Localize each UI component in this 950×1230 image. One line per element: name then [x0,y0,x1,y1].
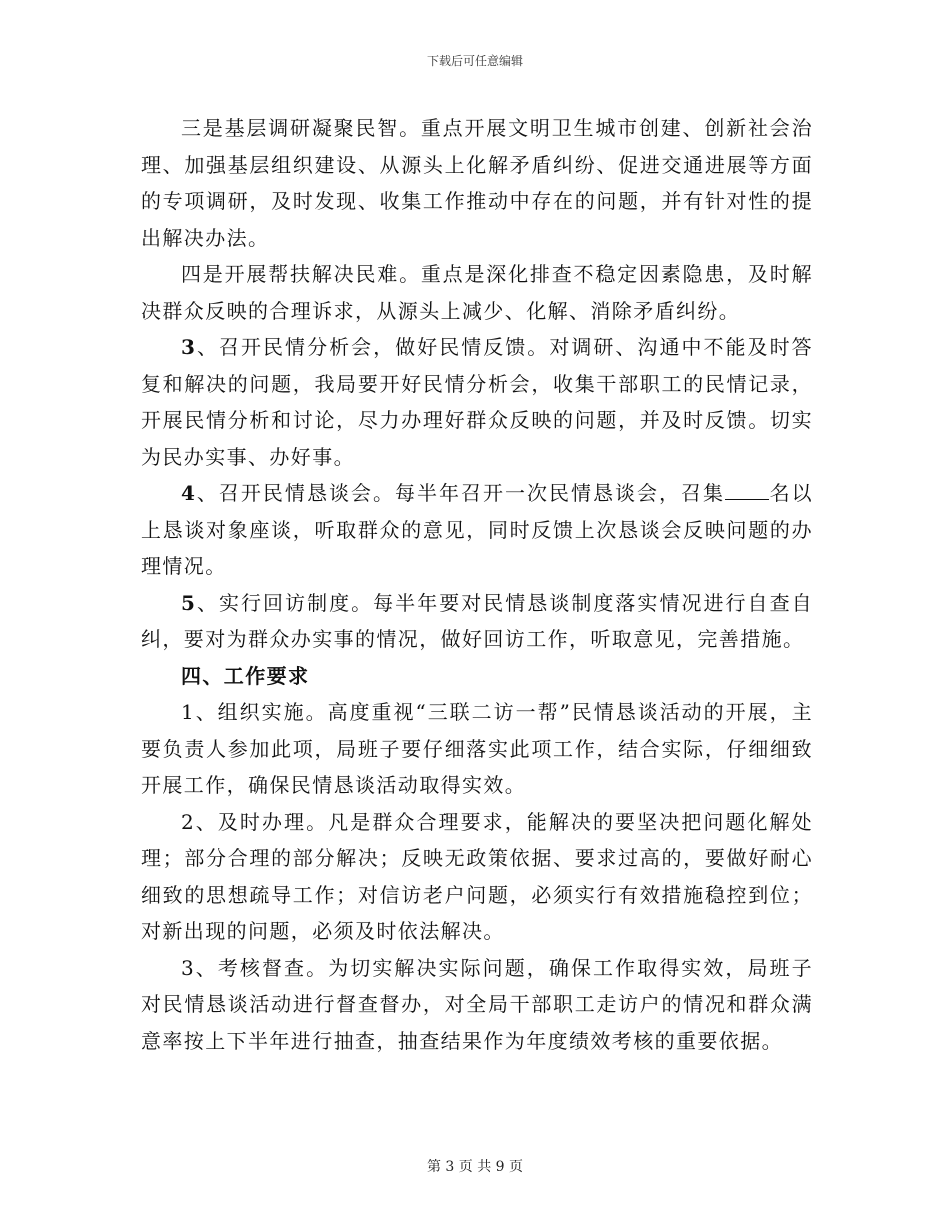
requirement-assessment: 3、考核督查。为切实解决实际问题，确保工作取得实效，局班子对民情恳谈活动进行督查督办，对全局干部职工走访户的情况和群众满意率按上下半年进行抽查，抽查结果作为年度绩效考核的重要依据。 [141,955,813,1053]
paragraph-analysis-meeting [141,329,813,475]
item-number: 3 [181,335,197,359]
paragraph-grassroots-research: 三是基层调研凝聚民智。重点开展文明卫生城市创建、创新社会治理、加强基层组织建设、从源头上化解矛盾纠纷、促进交通进展等方面的专项调研，及时发现、收集工作推动中存在的问题，并有针对性的提出解决办法。 [141,116,813,250]
item-number: 4 [181,481,197,505]
paragraph-text-before-blank: 、召开民情恳谈会。每半年召开一次民情恳谈会，召集 [196,481,725,505]
document-body [141,110,813,1059]
item-number: 5 [181,590,197,615]
requirement-timely-handling: 2、及时办理。凡是群众合理要求，能解决的要坚决把问题化解处理；部分合理的部分解决；反映无政策依据、要求过高的，要做好耐心细致的思想疏导工作；对信访老户问题，必须实行有效措施稳控到位；对新出现的问题，必须及时依法解决。 [141,809,813,943]
paragraph-assistance: 四是开展帮扶解决民难。重点是深化排查不稳定因素隐患，及时解决群众反映的合理诉求，从源头上减少、化解、消除矛盾纠纷。 [141,262,813,323]
paragraph-text: 、召开民情分析会，做好民情反馈。对调研、沟通中不能及时答复和解决的问题，我局要开好民情分析会，收集干部职工的民情记录，开展民情分析和讨论，尽力办理好群众反映的问题，并及时反馈。切实为民办实事、办好事。 [141,335,813,469]
fill-in-blank [725,481,769,500]
page-footer: 第 3 页 共 9 页 [426,1159,524,1175]
section-heading: 四、工作要求 [181,663,310,688]
requirement-organize: 1、组织实施。高度重视“三联二访一帮”民情恳谈活动的开展，主要负责人参加此项，局班子要仔细落实此项工作，结合实际，仔细细致开展工作，确保民情恳谈活动取得实效。 [141,700,813,797]
paragraph-discussion-meeting [141,475,813,585]
paragraph-text-after-blank: 名以上恳谈对象座谈，听取群众的意见，同时反馈上次恳谈会反映问题的办理情况。 [141,481,813,578]
paragraph-text: 、实行回访制度。每半年要对民情恳谈制度落实情况进行自查自纠，要对为群众办实事的情况，做好回访工作，听取意见，完善措施。 [141,590,813,651]
paragraph-return-visit [141,585,813,658]
page-header: 下载后可任意编辑 [426,54,523,68]
